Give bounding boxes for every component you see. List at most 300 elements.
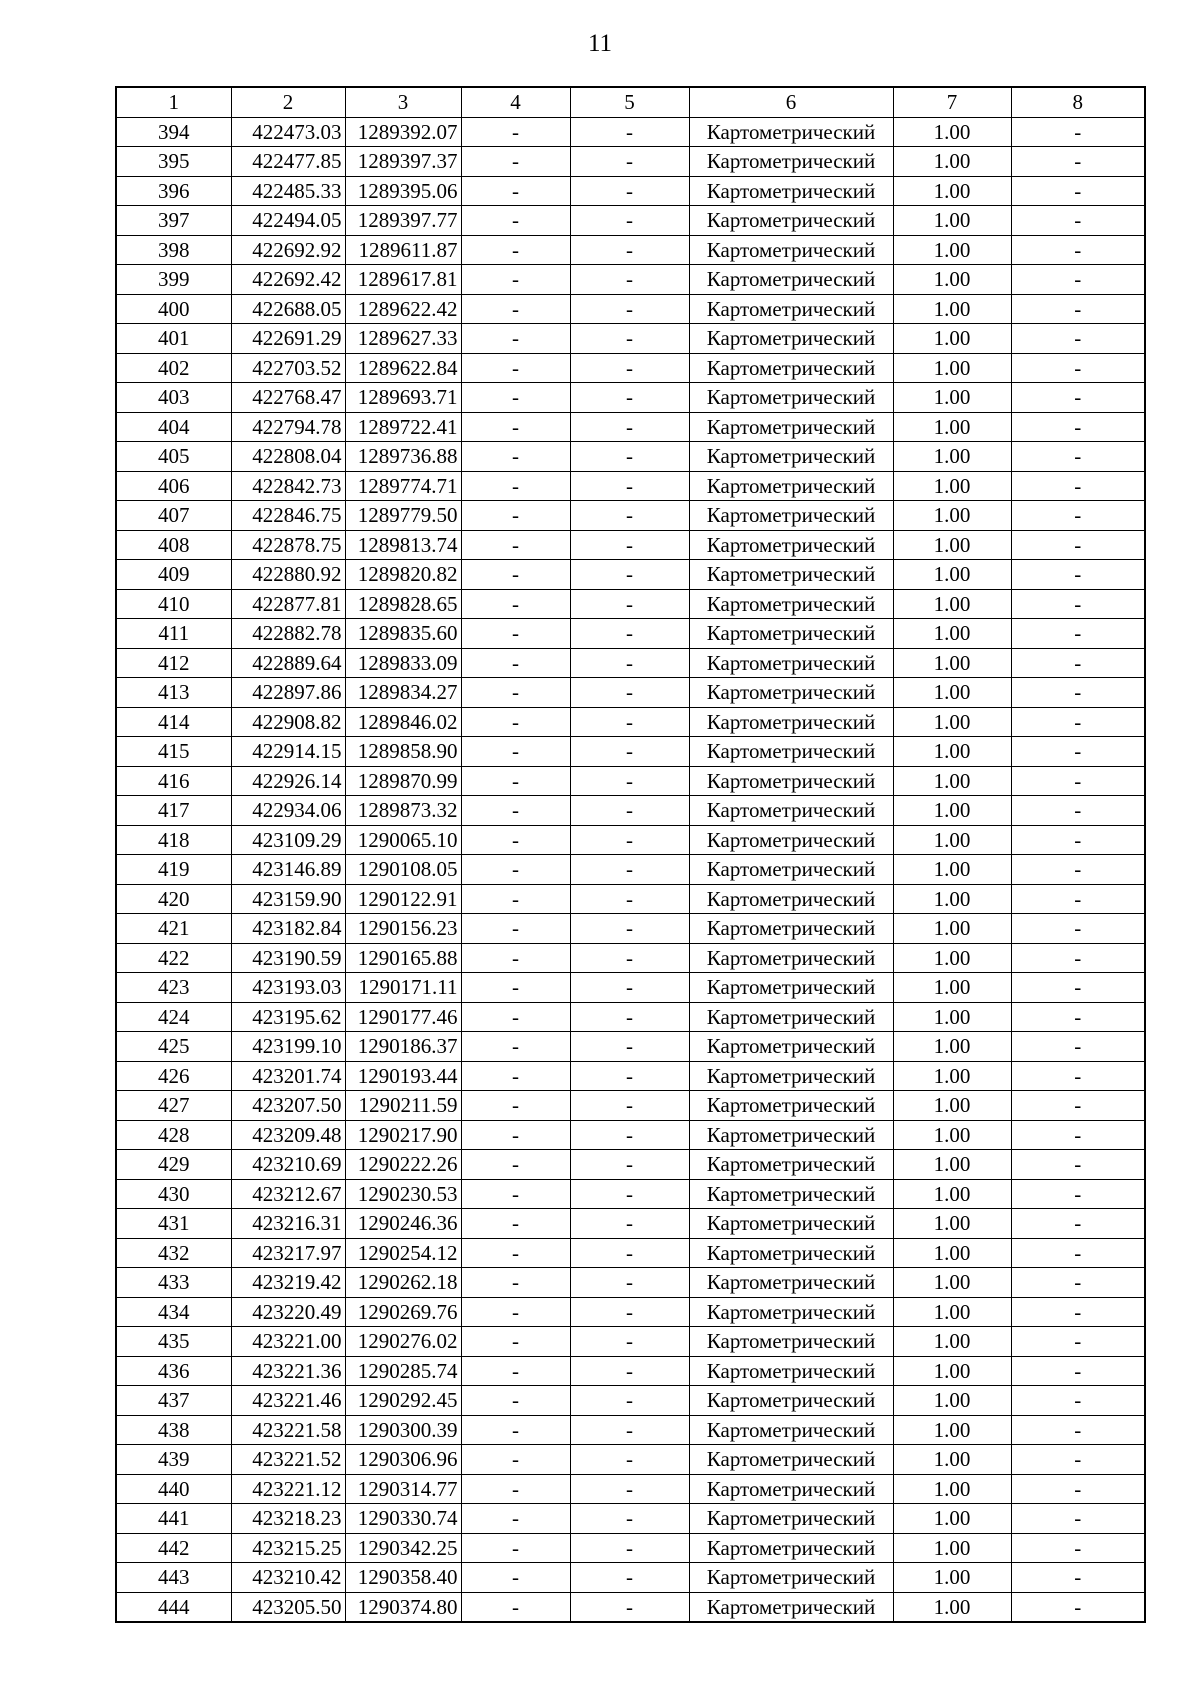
x-coordinate-cell: 423216.31 [231,1209,345,1239]
col4-value-cell: - [461,1533,570,1563]
accuracy-cell: 1.00 [893,501,1011,531]
table-row [116,589,1145,619]
x-coordinate-cell: 422688.05 [231,294,345,324]
accuracy-cell: 1.00 [893,1327,1011,1357]
method-cell: Картометрический [689,707,893,737]
y-coordinate-cell: 1290330.74 [345,1504,461,1534]
col4-value-cell: - [461,294,570,324]
table-row [116,1238,1145,1268]
col8-value-cell: - [1011,412,1145,442]
accuracy-cell: 1.00 [893,1179,1011,1209]
x-coordinate-cell: 422485.33 [231,176,345,206]
table-row [116,1563,1145,1593]
table-row [116,501,1145,531]
table-row [116,147,1145,177]
table-row [116,1327,1145,1357]
accuracy-cell: 1.00 [893,1415,1011,1445]
point-number-cell: 418 [116,825,231,855]
col8-value-cell: - [1011,1061,1145,1091]
page-number: 11 [587,30,613,57]
table-row [116,1356,1145,1386]
y-coordinate-cell: 1289828.65 [345,589,461,619]
accuracy-cell: 1.00 [893,884,1011,914]
x-coordinate-cell: 422692.92 [231,235,345,265]
method-cell: Картометрический [689,796,893,826]
point-number-cell: 412 [116,648,231,678]
table-row [116,471,1145,501]
col8-value-cell: - [1011,501,1145,531]
col5-value-cell: - [570,678,689,708]
y-coordinate-cell: 1289813.74 [345,530,461,560]
accuracy-cell: 1.00 [893,1209,1011,1239]
y-coordinate-cell: 1290269.76 [345,1297,461,1327]
point-number-cell: 419 [116,855,231,885]
accuracy-cell: 1.00 [893,412,1011,442]
col8-value-cell: - [1011,1268,1145,1298]
col8-value-cell: - [1011,1504,1145,1534]
y-coordinate-cell: 1289858.90 [345,737,461,767]
table-row [116,117,1145,147]
point-number-cell: 415 [116,737,231,767]
accuracy-cell: 1.00 [893,796,1011,826]
col5-value-cell: - [570,1474,689,1504]
x-coordinate-cell: 422477.85 [231,147,345,177]
col5-value-cell: - [570,471,689,501]
accuracy-cell: 1.00 [893,678,1011,708]
method-cell: Картометрический [689,412,893,442]
table-row [116,1445,1145,1475]
accuracy-cell: 1.00 [893,943,1011,973]
col4-value-cell: - [461,560,570,590]
table-row [116,176,1145,206]
point-number-cell: 395 [116,147,231,177]
x-coordinate-cell: 422691.29 [231,324,345,354]
col4-value-cell: - [461,678,570,708]
accuracy-cell: 1.00 [893,560,1011,590]
y-coordinate-cell: 1290177.46 [345,1002,461,1032]
accuracy-cell: 1.00 [893,1150,1011,1180]
accuracy-cell: 1.00 [893,1474,1011,1504]
method-cell: Картометрический [689,1533,893,1563]
table-row [116,235,1145,265]
y-coordinate-cell: 1290193.44 [345,1061,461,1091]
method-cell: Картометрический [689,855,893,885]
column-header-1: 1 [116,87,231,117]
y-coordinate-cell: 1290171.11 [345,973,461,1003]
y-coordinate-cell: 1289611.87 [345,235,461,265]
y-coordinate-cell: 1290342.25 [345,1533,461,1563]
point-number-cell: 438 [116,1415,231,1445]
x-coordinate-cell: 422692.42 [231,265,345,295]
y-coordinate-cell: 1290108.05 [345,855,461,885]
col8-value-cell: - [1011,1150,1145,1180]
method-cell: Картометрический [689,914,893,944]
col5-value-cell: - [570,1268,689,1298]
method-cell: Картометрический [689,943,893,973]
col5-value-cell: - [570,1445,689,1475]
col4-value-cell: - [461,1504,570,1534]
col5-value-cell: - [570,1032,689,1062]
x-coordinate-cell: 422914.15 [231,737,345,767]
point-number-cell: 396 [116,176,231,206]
table-row [116,884,1145,914]
col5-value-cell: - [570,1061,689,1091]
point-number-cell: 432 [116,1238,231,1268]
col5-value-cell: - [570,206,689,236]
accuracy-cell: 1.00 [893,442,1011,472]
point-number-cell: 443 [116,1563,231,1593]
table-row [116,324,1145,354]
method-cell: Картометрический [689,117,893,147]
col5-value-cell: - [570,707,689,737]
accuracy-cell: 1.00 [893,117,1011,147]
method-cell: Картометрический [689,147,893,177]
table-row [116,855,1145,885]
point-number-cell: 444 [116,1592,231,1622]
x-coordinate-cell: 422934.06 [231,796,345,826]
table-row [116,1120,1145,1150]
point-number-cell: 426 [116,1061,231,1091]
y-coordinate-cell: 1290254.12 [345,1238,461,1268]
col4-value-cell: - [461,117,570,147]
accuracy-cell: 1.00 [893,1091,1011,1121]
y-coordinate-cell: 1289870.99 [345,766,461,796]
point-number-cell: 420 [116,884,231,914]
method-cell: Картометрический [689,1445,893,1475]
col8-value-cell: - [1011,1238,1145,1268]
col4-value-cell: - [461,884,570,914]
col4-value-cell: - [461,1209,570,1239]
col8-value-cell: - [1011,914,1145,944]
col5-value-cell: - [570,265,689,295]
method-cell: Картометрический [689,1504,893,1534]
x-coordinate-cell: 423217.97 [231,1238,345,1268]
table-body [116,117,1145,1622]
col8-value-cell: - [1011,825,1145,855]
col5-value-cell: - [570,1533,689,1563]
method-cell: Картометрический [689,560,893,590]
col4-value-cell: - [461,324,570,354]
col4-value-cell: - [461,1415,570,1445]
point-number-cell: 403 [116,383,231,413]
accuracy-cell: 1.00 [893,147,1011,177]
x-coordinate-cell: 423109.29 [231,825,345,855]
point-number-cell: 407 [116,501,231,531]
col4-value-cell: - [461,530,570,560]
col5-value-cell: - [570,294,689,324]
accuracy-cell: 1.00 [893,206,1011,236]
col8-value-cell: - [1011,648,1145,678]
point-number-cell: 404 [116,412,231,442]
x-coordinate-cell: 423218.23 [231,1504,345,1534]
accuracy-cell: 1.00 [893,1238,1011,1268]
accuracy-cell: 1.00 [893,1268,1011,1298]
point-number-cell: 440 [116,1474,231,1504]
table-row [116,1061,1145,1091]
method-cell: Картометрический [689,619,893,649]
y-coordinate-cell: 1289779.50 [345,501,461,531]
method-cell: Картометрический [689,1120,893,1150]
col8-value-cell: - [1011,294,1145,324]
x-coordinate-cell: 422880.92 [231,560,345,590]
y-coordinate-cell: 1289392.07 [345,117,461,147]
column-header-4: 4 [461,87,570,117]
x-coordinate-cell: 423195.62 [231,1002,345,1032]
col5-value-cell: - [570,1179,689,1209]
point-number-cell: 397 [116,206,231,236]
y-coordinate-cell: 1290065.10 [345,825,461,855]
col8-value-cell: - [1011,383,1145,413]
col8-value-cell: - [1011,796,1145,826]
col4-value-cell: - [461,914,570,944]
col4-value-cell: - [461,1268,570,1298]
x-coordinate-cell: 423199.10 [231,1032,345,1062]
method-cell: Картометрический [689,1238,893,1268]
col8-value-cell: - [1011,943,1145,973]
table-row [116,707,1145,737]
col4-value-cell: - [461,235,570,265]
col5-value-cell: - [570,442,689,472]
col4-value-cell: - [461,943,570,973]
y-coordinate-cell: 1290306.96 [345,1445,461,1475]
x-coordinate-cell: 423220.49 [231,1297,345,1327]
col4-value-cell: - [461,412,570,442]
col5-value-cell: - [570,1120,689,1150]
col5-value-cell: - [570,412,689,442]
col4-value-cell: - [461,383,570,413]
table-row [116,1504,1145,1534]
point-number-cell: 431 [116,1209,231,1239]
x-coordinate-cell: 423215.25 [231,1533,345,1563]
point-number-cell: 421 [116,914,231,944]
y-coordinate-cell: 1289873.32 [345,796,461,826]
point-number-cell: 435 [116,1327,231,1357]
col5-value-cell: - [570,1209,689,1239]
table-row [116,412,1145,442]
col4-value-cell: - [461,1327,570,1357]
col8-value-cell: - [1011,1120,1145,1150]
method-cell: Картометрический [689,324,893,354]
table-row [116,265,1145,295]
table-row [116,737,1145,767]
method-cell: Картометрический [689,1327,893,1357]
table-row [116,825,1145,855]
col8-value-cell: - [1011,1415,1145,1445]
x-coordinate-cell: 423207.50 [231,1091,345,1121]
col4-value-cell: - [461,1032,570,1062]
y-coordinate-cell: 1289693.71 [345,383,461,413]
column-header-6: 6 [689,87,893,117]
table-row [116,294,1145,324]
method-cell: Картометрический [689,1061,893,1091]
column-header-7: 7 [893,87,1011,117]
col4-value-cell: - [461,1238,570,1268]
method-cell: Картометрический [689,973,893,1003]
point-number-cell: 399 [116,265,231,295]
column-header-5: 5 [570,87,689,117]
accuracy-cell: 1.00 [893,1592,1011,1622]
accuracy-cell: 1.00 [893,855,1011,885]
y-coordinate-cell: 1290300.39 [345,1415,461,1445]
method-cell: Картометрический [689,678,893,708]
col4-value-cell: - [461,1002,570,1032]
col5-value-cell: - [570,973,689,1003]
col4-value-cell: - [461,176,570,206]
col4-value-cell: - [461,1474,570,1504]
col5-value-cell: - [570,884,689,914]
point-number-cell: 439 [116,1445,231,1475]
col8-value-cell: - [1011,560,1145,590]
col8-value-cell: - [1011,1209,1145,1239]
x-coordinate-cell: 423221.52 [231,1445,345,1475]
col8-value-cell: - [1011,206,1145,236]
y-coordinate-cell: 1290222.26 [345,1150,461,1180]
point-number-cell: 425 [116,1032,231,1062]
accuracy-cell: 1.00 [893,176,1011,206]
method-cell: Картометрический [689,1592,893,1622]
method-cell: Картометрический [689,766,893,796]
accuracy-cell: 1.00 [893,973,1011,1003]
point-number-cell: 441 [116,1504,231,1534]
col4-value-cell: - [461,825,570,855]
x-coordinate-cell: 423221.58 [231,1415,345,1445]
col4-value-cell: - [461,1179,570,1209]
x-coordinate-cell: 422908.82 [231,707,345,737]
method-cell: Картометрический [689,1209,893,1239]
col8-value-cell: - [1011,1386,1145,1416]
col4-value-cell: - [461,1091,570,1121]
point-number-cell: 405 [116,442,231,472]
col8-value-cell: - [1011,1445,1145,1475]
method-cell: Картометрический [689,176,893,206]
x-coordinate-cell: 422882.78 [231,619,345,649]
method-cell: Картометрический [689,294,893,324]
col4-value-cell: - [461,1120,570,1150]
y-coordinate-cell: 1290358.40 [345,1563,461,1593]
col4-value-cell: - [461,353,570,383]
method-cell: Картометрический [689,1179,893,1209]
x-coordinate-cell: 423221.12 [231,1474,345,1504]
col4-value-cell: - [461,973,570,1003]
table-row [116,353,1145,383]
col5-value-cell: - [570,1238,689,1268]
y-coordinate-cell: 1290186.37 [345,1032,461,1062]
point-number-cell: 409 [116,560,231,590]
col8-value-cell: - [1011,766,1145,796]
y-coordinate-cell: 1289617.81 [345,265,461,295]
col5-value-cell: - [570,589,689,619]
accuracy-cell: 1.00 [893,1061,1011,1091]
y-coordinate-cell: 1289846.02 [345,707,461,737]
y-coordinate-cell: 1290374.80 [345,1592,461,1622]
x-coordinate-cell: 422889.64 [231,648,345,678]
col4-value-cell: - [461,707,570,737]
x-coordinate-cell: 423210.69 [231,1150,345,1180]
point-number-cell: 437 [116,1386,231,1416]
accuracy-cell: 1.00 [893,530,1011,560]
table-header-row [116,87,1145,117]
col5-value-cell: - [570,825,689,855]
x-coordinate-cell: 423221.00 [231,1327,345,1357]
table-row [116,442,1145,472]
x-coordinate-cell: 422878.75 [231,530,345,560]
col8-value-cell: - [1011,176,1145,206]
point-number-cell: 417 [116,796,231,826]
point-number-cell: 423 [116,973,231,1003]
table-row [116,1386,1145,1416]
x-coordinate-cell: 422926.14 [231,766,345,796]
col5-value-cell: - [570,648,689,678]
table-row [116,1179,1145,1209]
point-number-cell: 442 [116,1533,231,1563]
method-cell: Картометрический [689,1415,893,1445]
col5-value-cell: - [570,501,689,531]
accuracy-cell: 1.00 [893,265,1011,295]
accuracy-cell: 1.00 [893,1032,1011,1062]
y-coordinate-cell: 1289833.09 [345,648,461,678]
table-row [116,943,1145,973]
col8-value-cell: - [1011,1563,1145,1593]
y-coordinate-cell: 1289736.88 [345,442,461,472]
col5-value-cell: - [570,943,689,973]
col4-value-cell: - [461,589,570,619]
x-coordinate-cell: 423205.50 [231,1592,345,1622]
col5-value-cell: - [570,560,689,590]
y-coordinate-cell: 1289774.71 [345,471,461,501]
table-row [116,914,1145,944]
accuracy-cell: 1.00 [893,1386,1011,1416]
accuracy-cell: 1.00 [893,825,1011,855]
col5-value-cell: - [570,1150,689,1180]
accuracy-cell: 1.00 [893,1533,1011,1563]
table-row [116,560,1145,590]
method-cell: Картометрический [689,648,893,678]
col4-value-cell: - [461,619,570,649]
point-number-cell: 434 [116,1297,231,1327]
accuracy-cell: 1.00 [893,1504,1011,1534]
y-coordinate-cell: 1290156.23 [345,914,461,944]
col8-value-cell: - [1011,1179,1145,1209]
method-cell: Картометрический [689,1474,893,1504]
y-coordinate-cell: 1290217.90 [345,1120,461,1150]
table-row [116,1002,1145,1032]
x-coordinate-cell: 423190.59 [231,943,345,973]
point-number-cell: 422 [116,943,231,973]
method-cell: Картометрический [689,1386,893,1416]
col8-value-cell: - [1011,619,1145,649]
col5-value-cell: - [570,737,689,767]
point-number-cell: 411 [116,619,231,649]
col5-value-cell: - [570,796,689,826]
col5-value-cell: - [570,619,689,649]
point-number-cell: 402 [116,353,231,383]
column-header-3: 3 [345,87,461,117]
y-coordinate-cell: 1289395.06 [345,176,461,206]
x-coordinate-cell: 422473.03 [231,117,345,147]
col5-value-cell: - [570,914,689,944]
x-coordinate-cell: 422494.05 [231,206,345,236]
col4-value-cell: - [461,855,570,885]
table-row [116,1297,1145,1327]
point-number-cell: 433 [116,1268,231,1298]
point-number-cell: 427 [116,1091,231,1121]
table-row [116,678,1145,708]
point-number-cell: 436 [116,1356,231,1386]
col8-value-cell: - [1011,1474,1145,1504]
y-coordinate-cell: 1289834.27 [345,678,461,708]
col5-value-cell: - [570,147,689,177]
col4-value-cell: - [461,147,570,177]
